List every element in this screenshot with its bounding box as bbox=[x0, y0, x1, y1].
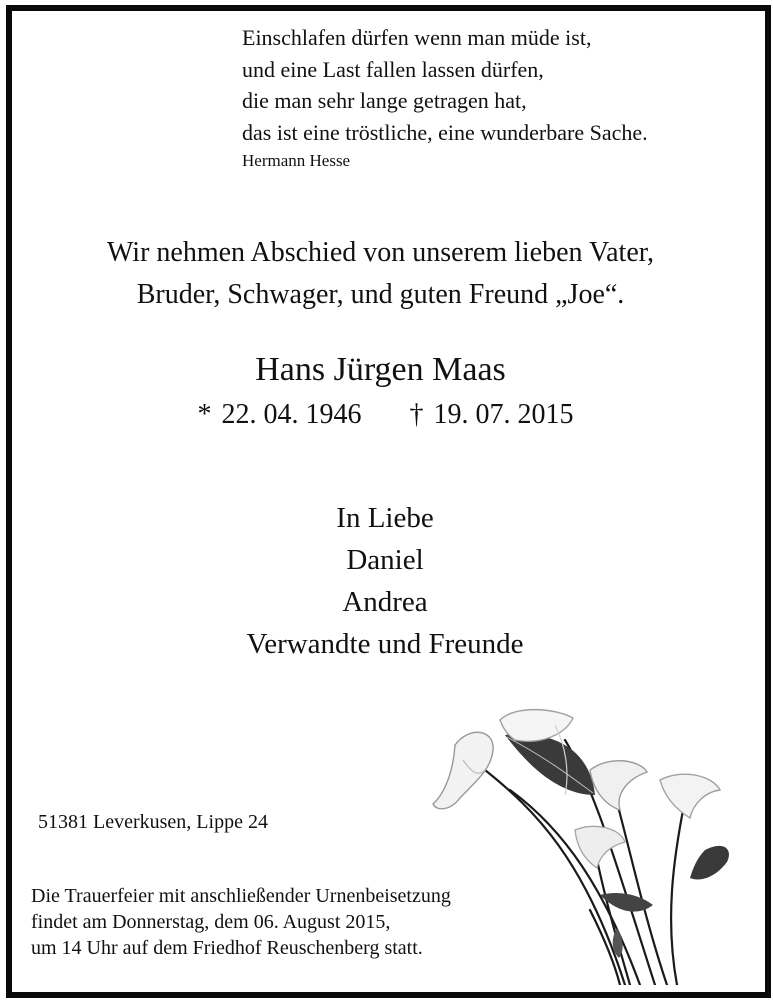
family-address: 51381 Leverkusen, Lippe 24 bbox=[38, 811, 268, 833]
farewell-text bbox=[0, 232, 761, 316]
death-date: 19. 07. 2015 bbox=[433, 399, 574, 430]
farewell-line: Wir nehmen Abschied von unserem lieben Vater, bbox=[107, 237, 654, 268]
signature-line: Verwandte und Freunde bbox=[246, 628, 524, 660]
service-line: um 14 Uhr auf dem Friedhof Reuschenberg statt. bbox=[31, 937, 423, 959]
farewell-line: Bruder, Schwager, und guten Freund „Joe“. bbox=[136, 279, 625, 310]
birth-date: 22. 04. 1946 bbox=[221, 399, 362, 430]
poem-line: und eine Last fallen lassen dürfen, bbox=[242, 56, 544, 82]
signature-line: Daniel bbox=[346, 544, 424, 576]
funeral-service-info bbox=[31, 883, 451, 961]
poem-quote bbox=[242, 22, 752, 174]
signature-line: Andrea bbox=[342, 586, 428, 618]
calla-lily-flowers-icon bbox=[415, 700, 745, 985]
poem-line: das ist eine tröstliche, eine wunderbare Sache. bbox=[242, 119, 648, 145]
poem-line: die man sehr lange getragen hat, bbox=[242, 88, 527, 113]
life-dates bbox=[0, 396, 761, 434]
death-cross-icon: † bbox=[409, 399, 424, 430]
mourners-signature bbox=[0, 497, 770, 665]
signature-line: In Liebe bbox=[336, 502, 434, 534]
deceased-name: Hans Jürgen Maas bbox=[255, 351, 506, 388]
poem-author: Hermann Hesse bbox=[242, 151, 351, 170]
poem-line: Einschlafen dürfen wenn man müde ist, bbox=[242, 25, 592, 50]
service-line: Die Trauerfeier mit anschließender Urnenbeisetzung bbox=[31, 885, 451, 907]
birth-symbol: * bbox=[197, 399, 212, 430]
service-line: findet am Donnerstag, dem 06. August 2015, bbox=[31, 911, 391, 933]
